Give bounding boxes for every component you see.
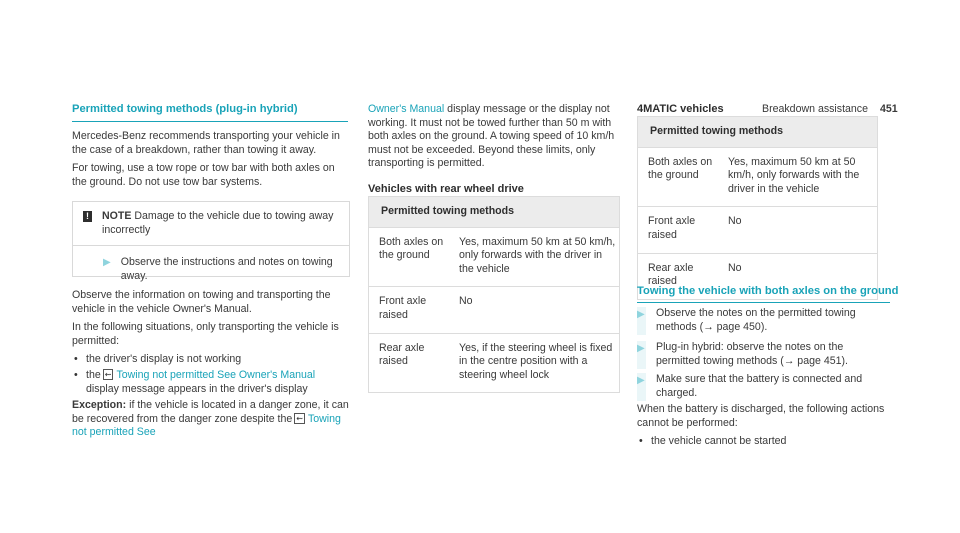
step-2: ▶ Plug-in hybrid: observe the notes on the permitted towing methods (→ page 451). [637, 341, 887, 369]
section-title: Breakdown assistance [762, 103, 868, 115]
table-row: Both axles on the ground Yes, maximum 50 km at 50 km/h, only forwards with the driver in the vehicle [638, 147, 878, 207]
list-item: • the driver's display is not working [72, 353, 350, 367]
message-link[interactable]: Towing not permitted See Owner's Manual [116, 368, 316, 381]
actions-list [637, 435, 887, 449]
message-link[interactable]: Owner's Manual [368, 103, 445, 115]
paragraph-towing: For towing, use a tow rope or tow bar with both axles on the ground. Do not use tow bar systems. [72, 162, 335, 188]
paragraph-recommends: Mercedes-Benz recommends transporting your vehicle in the case of a breakdown, rather than towing it away. [72, 130, 340, 156]
paragraph-situations: In the following situations, only transporting the vehicle is permitted: [72, 321, 339, 347]
page-header [762, 103, 898, 115]
heading-rule [72, 121, 348, 122]
paragraph-exception: Exception: if the vehicle is located in a danger zone, it can be recovered from the danger zone despite the ⇜ Towing not permitted See [72, 399, 349, 439]
note-box [72, 201, 350, 282]
table-row: Rear axle raised No [638, 253, 878, 299]
step-3: ▶ Make sure that the battery is connected and charged. [637, 373, 887, 401]
step-1: ▶ Observe the notes on the permitted towing methods (→ page 450). [637, 307, 887, 335]
list-item: • the ⇜ Towing not permitted See Owner's Manual display message appears in the driver's display [72, 369, 350, 396]
page-number: 451 [880, 103, 898, 115]
exception-label: Exception: [72, 399, 127, 412]
col1-text-top [72, 130, 350, 194]
note-label: NOTE [102, 210, 132, 222]
col2-text [368, 103, 618, 176]
step-arrow-icon: ▶ [637, 309, 645, 320]
warning-icon: ! [83, 211, 92, 222]
table-row: Rear axle raised Yes, if the steering wheel is fixed in the centre position with a steering wheel lock [369, 333, 620, 393]
heading-4matic: 4MATIC vehicles [637, 103, 724, 115]
tow-symbol-icon: ⇜ [104, 369, 112, 379]
list-item: • the vehicle cannot be started [637, 435, 887, 449]
step-arrow-icon: ▶ [637, 375, 645, 386]
note-text: Damage to the vehicle due to towing away incorrectly [102, 210, 334, 236]
paragraph-discharged: When the battery is discharged, the following actions cannot be performed: [637, 403, 885, 429]
table-header: Permitted towing methods [638, 117, 878, 148]
4matic-table [637, 116, 878, 300]
heading-rule [637, 302, 890, 303]
table-row: Front axle raised No [369, 287, 620, 333]
situations-list [72, 353, 350, 396]
tow-symbol-icon: ⇜ [296, 413, 303, 423]
col3-text-bottom [637, 403, 887, 451]
step-arrow-icon: ▶ [103, 257, 111, 269]
table-header: Permitted towing methods [369, 197, 620, 228]
heading-hybrid-towing: Permitted towing methods (plug-in hybrid) [72, 103, 298, 115]
step-arrow-icon: ▶ [637, 343, 645, 354]
note-header [73, 202, 349, 246]
note-step-text: Observe the instructions and notes on towing away. [120, 256, 333, 282]
heading-tow-both-axles: Towing the vehicle with both axles on the ground [637, 285, 899, 297]
col1-text-bottom [72, 289, 350, 445]
message-link[interactable]: Towing not permitted See [72, 412, 341, 439]
table-row: Both axles on the ground Yes, maximum 50 km at 50 km/h, only forwards with the driver in the vehicle [369, 227, 620, 287]
table-row: Front axle raised No [638, 207, 878, 253]
heading-rear-wheel-drive: Vehicles with rear wheel drive [368, 183, 524, 195]
rear-drive-table [368, 196, 620, 393]
paragraph-continued: Owner's Manual display message or the display not working. It must not be towed further than 50 m with both axles on the ground. A towing speed of 10 km/h must not be exceeded. Beyond these limits, only transporting is permitted. [368, 103, 615, 170]
note-step [73, 246, 349, 291]
paragraph-observe: Observe the information on towing and transporting the vehicle in the vehicle Owner's Manual. [72, 289, 331, 315]
